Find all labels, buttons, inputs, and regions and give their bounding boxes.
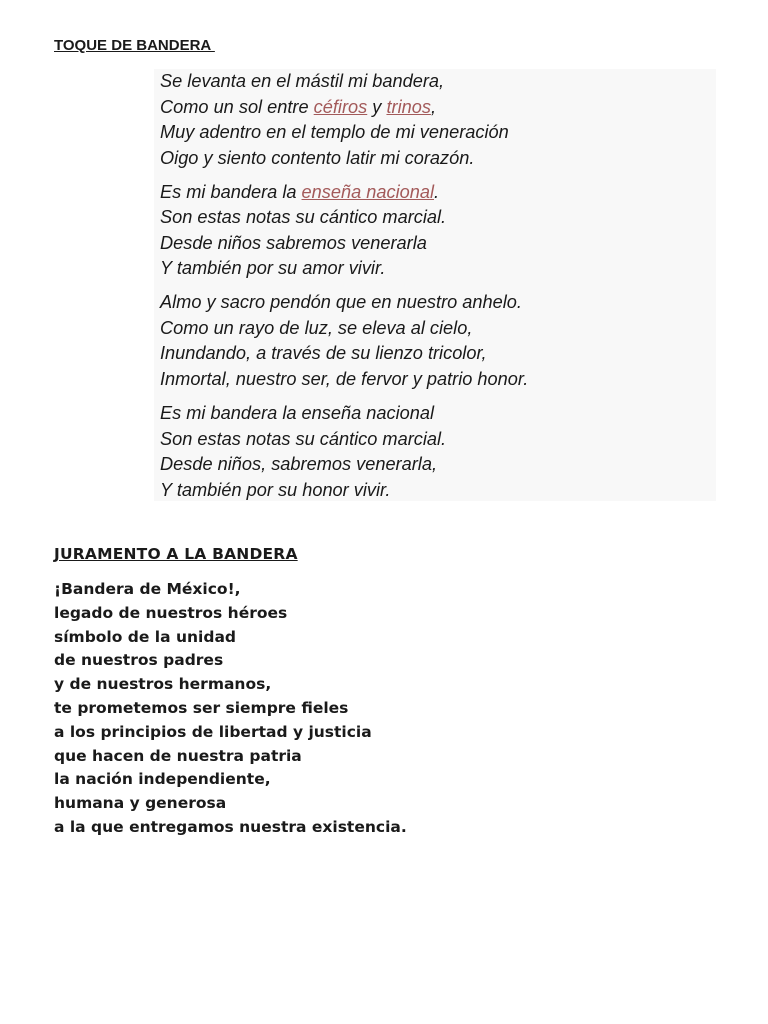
stanza-1 — [160, 69, 716, 171]
oath-line: y de nuestros hermanos, — [54, 675, 272, 694]
stanza-2 — [160, 180, 716, 282]
oath-title: JURAMENTO A LA BANDERA — [54, 545, 298, 563]
poem-toque-de-bandera — [160, 69, 716, 512]
poem-line: Oigo y siento contento latir mi corazón. — [160, 147, 475, 168]
oath-line: te prometemos ser siempre fieles — [54, 698, 349, 717]
poem-line: Como un rayo de luz, se eleva al cielo, — [160, 317, 473, 338]
poem-line: Desde niños sabremos venerarla — [160, 232, 427, 253]
poem-line-text: Es mi bandera la — [160, 181, 302, 202]
poem-line: Y también por su amor vivir. — [160, 258, 386, 279]
stanza-3 — [160, 290, 716, 392]
poem-line: Inmortal, nuestro ser, de fervor y patrio honor. — [160, 368, 529, 389]
poem-line: Se levanta en el mástil mi bandera, — [160, 71, 445, 91]
oath-text — [54, 578, 407, 840]
oath-line: a los principios de libertad y justicia — [54, 722, 372, 741]
poem-line-text: Como un sol entre — [160, 96, 314, 117]
oath-line: símbolo de la unidad — [54, 627, 236, 646]
poem-line: Muy adentro en el templo de mi veneración — [160, 122, 509, 142]
oath-line: a la que entregamos nuestra existencia. — [54, 817, 407, 836]
poem-line — [160, 95, 716, 121]
poem-line-text: y — [367, 96, 387, 117]
oath-line: que hacen de nuestra patria — [54, 746, 302, 765]
poem-line: Y también por su honor vivir. — [160, 479, 391, 500]
poem-line: Almo y sacro pendón que en nuestro anhelo. — [160, 292, 522, 313]
poem-line — [160, 180, 716, 206]
oath-line: de nuestros padres — [54, 651, 224, 670]
oath-line: la nación independiente, — [54, 770, 271, 789]
link-cefiros[interactable]: céfiros — [313, 96, 368, 117]
oath-line: ¡Bandera de México!, — [54, 580, 241, 598]
poem-line: Es mi bandera la enseña nacional — [160, 403, 435, 424]
poem-line: Inundando, a través de su lienzo tricolor, — [160, 343, 487, 364]
oath-line: legado de nuestros héroes — [54, 603, 288, 622]
page-title: TOQUE DE BANDERA — [54, 37, 215, 54]
link-ensena-nacional[interactable]: enseña nacional — [301, 181, 435, 202]
oath-line: humana y generosa — [54, 794, 227, 813]
poem-line-text: , — [430, 96, 436, 117]
poem-line-text: . — [434, 181, 440, 202]
poem-line: Son estas notas su cántico marcial. — [160, 428, 447, 449]
stanza-4 — [160, 401, 716, 503]
poem-line: Desde niños, sabremos venerarla, — [160, 454, 437, 475]
poem-line: Son estas notas su cántico marcial. — [160, 207, 447, 228]
link-trinos[interactable]: trinos — [386, 96, 431, 117]
